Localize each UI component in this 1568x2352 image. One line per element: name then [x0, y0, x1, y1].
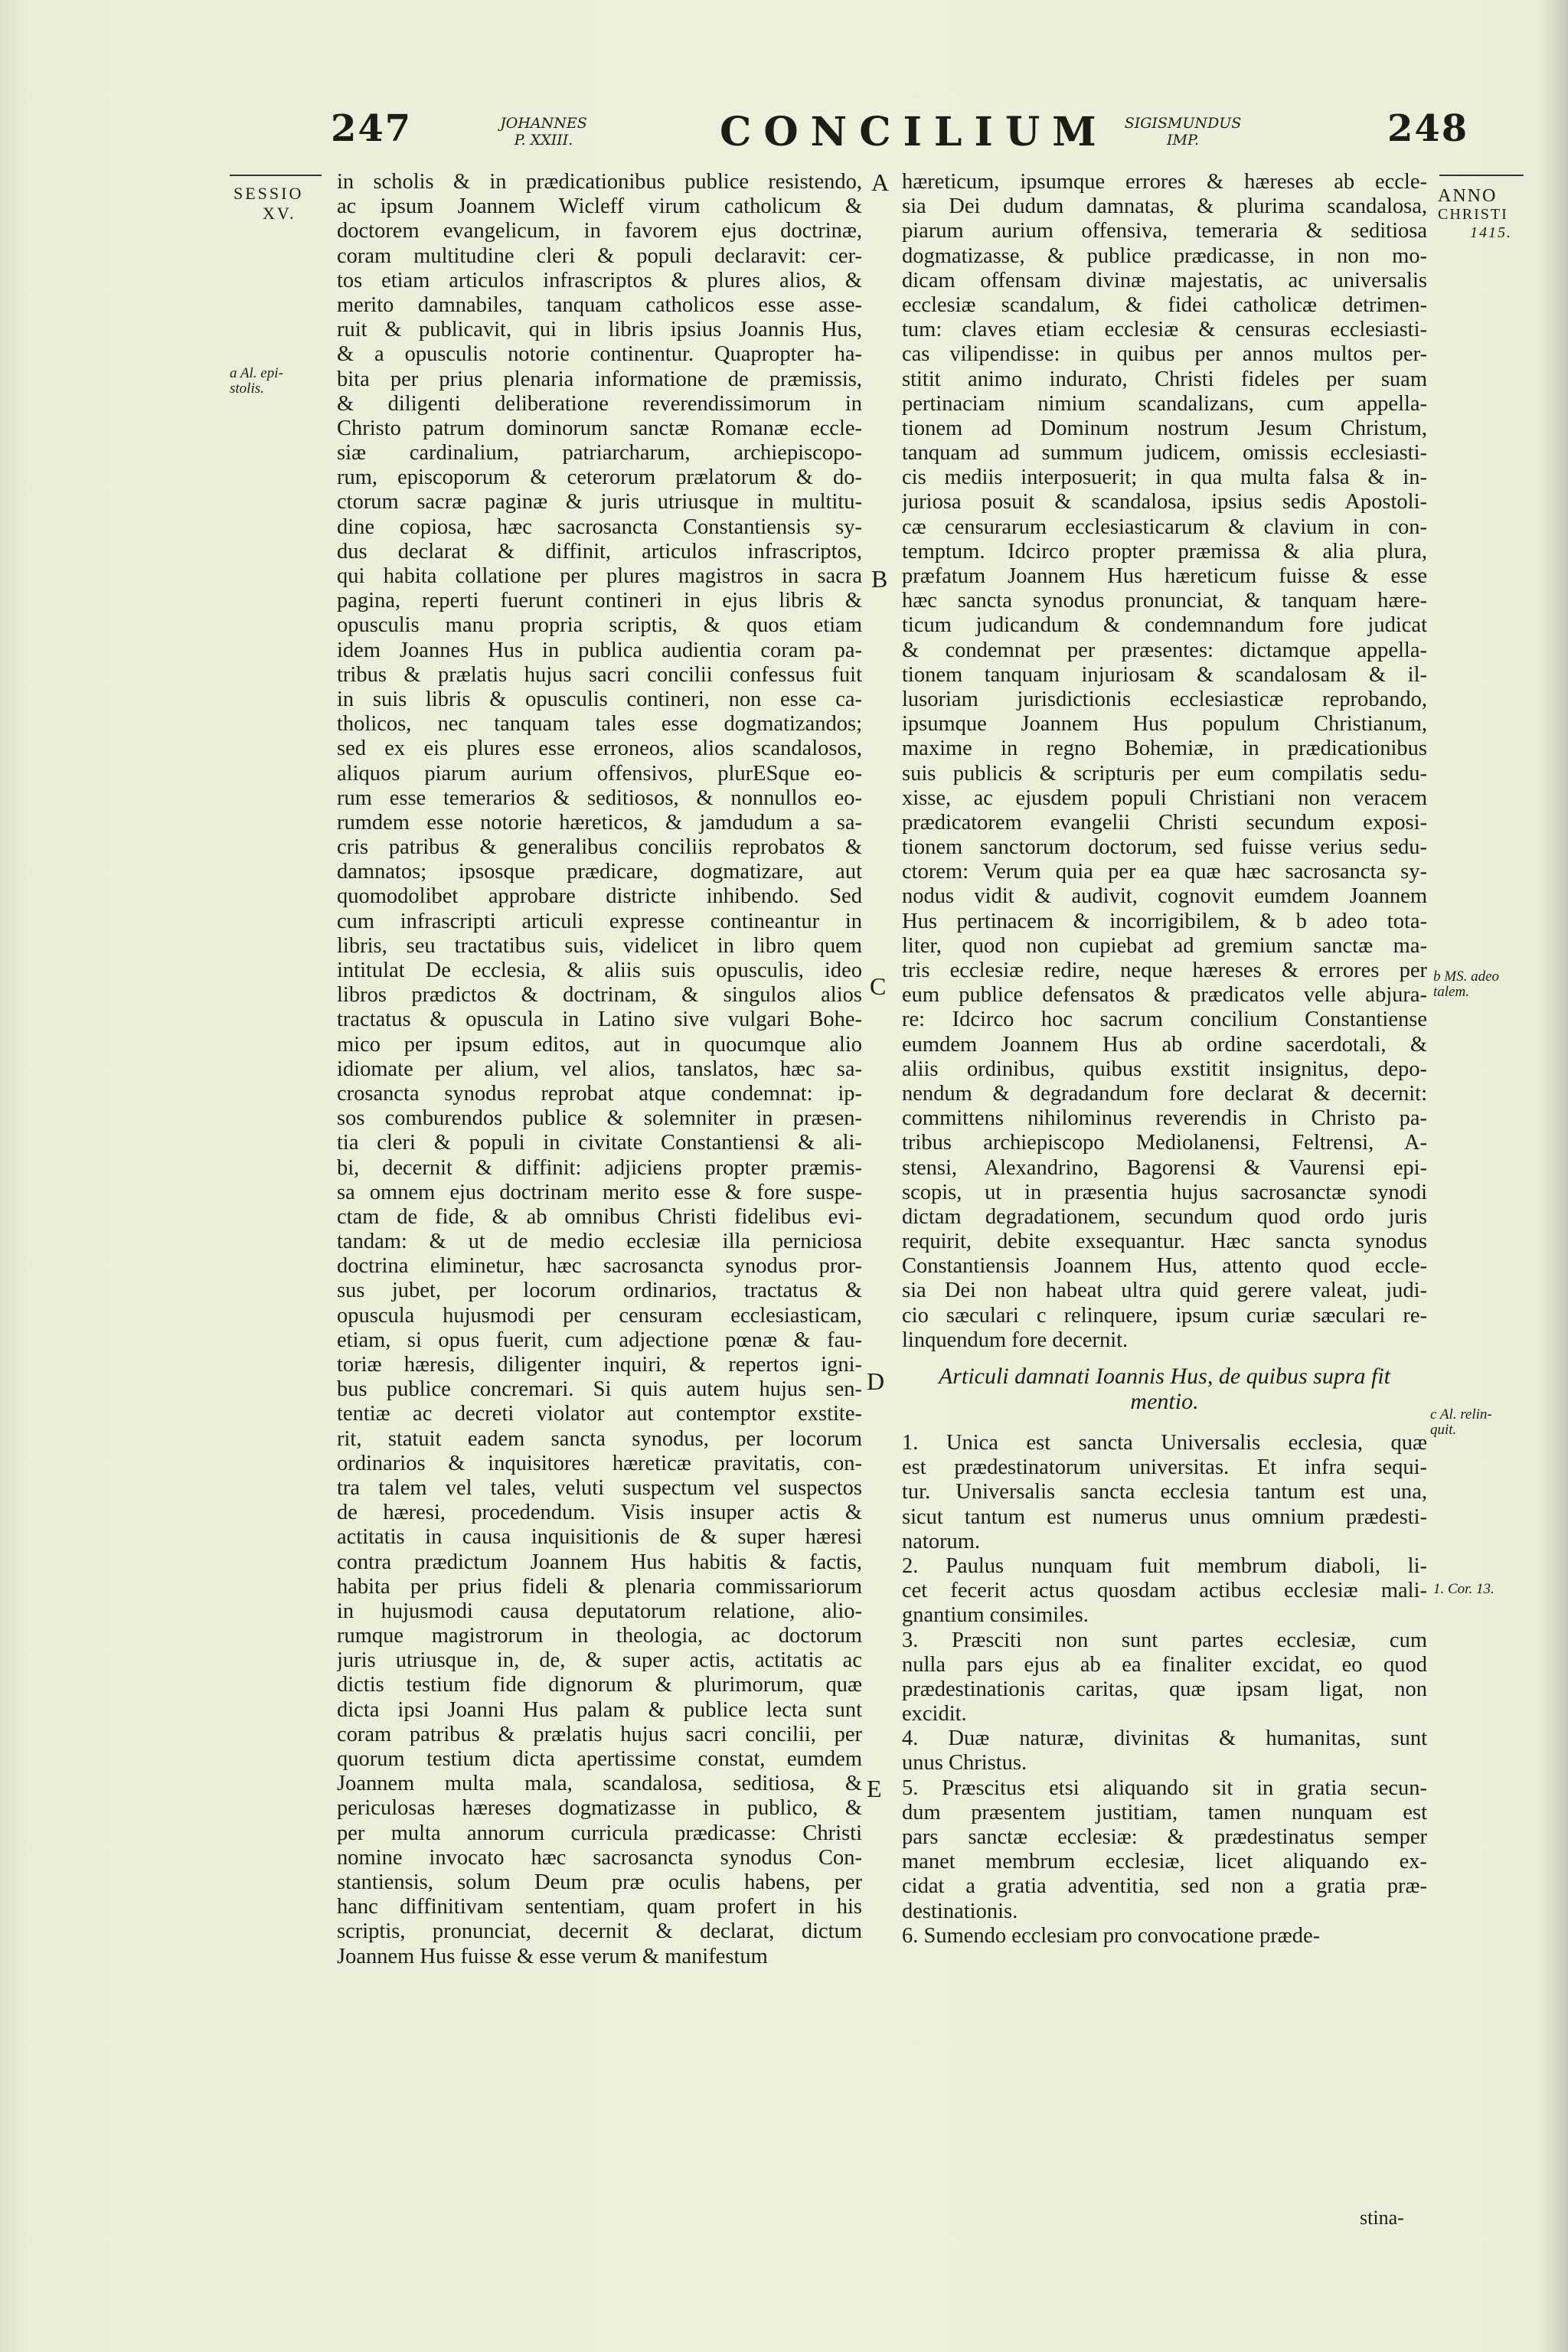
text-line: requirit, debite exsequantur. Hæc sancta synodus	[902, 1230, 1427, 1254]
text-line: tribus archiepiscopo Mediolanensi, Feltrensi, A-	[902, 1131, 1427, 1155]
article-line: 3. Præsciti non sunt partes ecclesiæ, cum	[902, 1628, 1427, 1652]
article-line: pars sanctæ ecclesiæ: & prædestinatus semper	[902, 1825, 1427, 1849]
text-line: siæ cardinalium, patriarcharum, archiepiscopo-	[337, 441, 862, 466]
article-line: 1. Unica est sancta Universalis ecclesia, quæ	[902, 1431, 1427, 1455]
year-label	[1438, 187, 1512, 242]
text-line: damnatos; ipsosque prædicare, dogmatizare, aut	[337, 860, 862, 884]
article-line: cet fecerit actus quosdam actibus ecclesiæ mali-	[902, 1579, 1427, 1603]
text-line: in suis libris & opusculis contineri, non esse ca-	[337, 687, 862, 711]
text-line: opuscula hujusmodi per censuram ecclesiasticam,	[337, 1303, 862, 1328]
text-line: idem Joannes Hus in publica audientia coram pa-	[337, 638, 862, 662]
text-line: in hujusmodi causa deputatorum relatione, alio-	[337, 1599, 862, 1623]
text-line: idiomate per alium, vel alios, tanslatos, hæc sa-	[337, 1057, 862, 1081]
text-line: rit, statuit eadem sancta synodus, per locorum	[337, 1426, 862, 1451]
catchword: stina-	[1360, 2207, 1404, 2229]
right-margin-rule	[1439, 175, 1524, 176]
text-line: dictam degradationem, secundum quod ordo juris	[902, 1204, 1427, 1229]
text-line: tanquam ad summum judicem, omissis ecclesiasti-	[902, 441, 1427, 466]
text-line: hæreticum, ipsumque errores & hæreses ab eccle-	[902, 170, 1427, 194]
text-line: & diligenti deliberatione reverendissimorum in	[337, 391, 862, 416]
article-line: excidit.	[902, 1702, 967, 1726]
anno-word: ANNO	[1438, 186, 1498, 206]
text-line: dogmatizasse, & publice prædicasse, in non mo-	[902, 243, 1427, 268]
text-line: tris ecclesiæ redire, neque hæreses & errores per	[902, 959, 1427, 982]
left-margin-rule	[230, 175, 322, 176]
text-line: sia Dei non habeat ultra quid gerere valeat, judi-	[902, 1279, 1427, 1303]
text-line: periculosas hæreses dogmatizasse in publico, &	[337, 1796, 862, 1821]
text-line: in scholis & in prædicationibus publice resistendo,	[337, 170, 862, 194]
right-page-number: 248	[1387, 107, 1469, 150]
text-line: tractatus & opuscula in Latino sive vulgari Bohe-	[337, 1008, 862, 1032]
section-letter-a: A	[871, 168, 890, 196]
margin-note-b-line2: talem.	[1433, 984, 1469, 1000]
margin-note-c-line1: c Al. relin-	[1430, 1406, 1492, 1423]
text-line: stitit animo indurato, Christi fideles per suam	[902, 367, 1427, 391]
section-letter-e: E	[867, 1775, 882, 1802]
text-line: temptum. Idcirco propter præmissa & alia plura,	[902, 539, 1427, 564]
text-line: stantiensis, solum Deum præ oculis habens, per	[337, 1870, 862, 1894]
page-gutter-shadow	[1539, 0, 1568, 2352]
text-line: rumque magistrorum in theologia, ac doctorum	[337, 1624, 862, 1648]
section-letter-c: C	[870, 972, 887, 1000]
text-line: dicam offensam divinæ majestatis, ac universalis	[902, 268, 1427, 292]
text-line: præfatum Joannem Hus hæreticum fuisse & esse	[902, 564, 1427, 588]
text-line: ruit & publicavit, qui in libris ipsius Joannis Hus,	[337, 318, 862, 342]
text-line: dictis testium fide dignorum & plurimorum, quæ	[337, 1673, 862, 1697]
margin-note-c-line2: quit.	[1430, 1422, 1457, 1438]
text-line: per multa annorum curricula prædicasse: Christi	[337, 1821, 862, 1845]
text-line: ctorum sacræ paginæ & juris utriusque in multitu-	[337, 490, 862, 514]
article-line: cidat a gratia adventitia, sed non a gratia præ-	[902, 1874, 1427, 1899]
session-label	[234, 184, 303, 224]
session-number: XV.	[263, 204, 296, 223]
article-line: unus Christus.	[902, 1751, 1027, 1775]
text-line: cum infrascripti articuli expresse contineantur in	[337, 909, 862, 933]
text-line: quomodolibet approbare districte inhibendo. Sed	[337, 884, 862, 909]
margin-note-b	[1433, 969, 1499, 1000]
text-line: mico per ipsum editos, aut in quocumque alio	[337, 1032, 862, 1057]
text-line: bus publice concremari. Si quis autem hujus sen-	[337, 1377, 862, 1402]
margin-note-ref: 1. Cor. 13.	[1433, 1581, 1494, 1597]
text-line: contra prædictum Joannem Hus habitis & factis,	[337, 1550, 862, 1574]
margin-note-b-line1: b MS. adeo	[1433, 969, 1500, 985]
text-line: etiam, si opus fuerit, cum adjectione pœnæ & fau-	[337, 1328, 862, 1352]
text-line: coram multitudine cleri & populi declaravit: cer-	[337, 243, 862, 268]
text-line: tos etiam articulos infrascriptos & plures alios, &	[337, 268, 862, 292]
text-line: re: Idcirco hoc sacrum concilium Constantiense	[902, 1008, 1427, 1032]
text-line: ctam de fide, & ab omnibus Christi fidelibus evi-	[337, 1204, 862, 1229]
article-line: natorum.	[902, 1529, 981, 1553]
text-line: cris patribus & generalibus conciliis reprobatos &	[337, 835, 862, 860]
text-line: tionem ad Dominum nostrum Jesum Christum,	[902, 416, 1427, 440]
running-emperor: SIGISMUNDUS	[1124, 115, 1242, 132]
text-line: Christo patrum dominorum sanctæ Romanæ eccle-	[337, 416, 862, 440]
text-line: Joannem multa mala, scandalosa, seditiosa, &	[337, 1772, 862, 1796]
text-line: tum: claves etiam ecclesiæ & censuras ecclesiasti-	[902, 318, 1427, 342]
text-line: Hus pertinacem & incorrigibilem, & b adeo tota-	[902, 909, 1427, 933]
text-line: nendum & degradandum fore declarat & decernit:	[902, 1081, 1427, 1106]
text-line: piarum aurium offensiva, temeraria & seditiosa	[902, 219, 1427, 243]
text-line: tionem tanquam injuriosam & scandalosam & il-	[902, 662, 1427, 687]
text-line: opusculis manu propria scriptis, & quos etiam	[337, 613, 862, 638]
christi-word: CHRISTI	[1438, 206, 1508, 223]
text-line: cio sæculari c relinquere, ipsum curiæ sæculari re-	[902, 1303, 1427, 1328]
article-line: nulla pars ejus ab ea finaliter excidat, eo quod	[902, 1652, 1427, 1677]
margin-note-a-line1: a Al. epi-	[230, 365, 283, 381]
article-line: 5. Præscitus etsi aliquando sit in gratia secun-	[902, 1775, 1427, 1800]
text-line: tia cleri & populi in civitate Constantiensi & ali-	[337, 1131, 862, 1155]
article-line: 4. Duæ naturæ, divinitas & humanitas, sunt	[902, 1726, 1427, 1751]
text-line: actitatis in causa inquisitionis de & super hæresi	[337, 1525, 862, 1550]
text-line: qui habita collatione per plures magistros in sacra	[337, 564, 862, 588]
text-line: linquendum fore decernit.	[902, 1328, 1129, 1352]
text-line: maxime in regno Bohemiæ, in prædicationibus	[902, 737, 1427, 761]
right-text-column	[902, 170, 1427, 1949]
text-line: sed ex eis plures esse erroneos, alios scandalosos,	[337, 737, 862, 761]
text-line: Joannem Hus fuisse & esse verum & manifestum	[337, 1944, 768, 1968]
text-line: & condemnat per præsentes: dictamque appella-	[902, 638, 1427, 662]
text-line: dine copiosa, hæc sacrosancta Constantiensis sy-	[337, 514, 862, 539]
text-line: bi, decernit & diffinit: adjiciens propter præmis-	[337, 1155, 862, 1180]
text-line: tionem sanctorum doctorum, sed fuisse verius sedu-	[902, 835, 1427, 860]
text-line: doctrina eliminetur, hæc sacrosancta synodus pror-	[337, 1254, 862, 1279]
text-line: scriptis, pronunciat, decernit & declarat, dictum	[337, 1919, 862, 1944]
running-pope: JOHANNES	[500, 115, 587, 132]
article-line: destinationis.	[902, 1899, 1018, 1923]
article-line: 6. Sumendo ecclesiam pro convocatione præde-	[902, 1923, 1321, 1948]
text-line: dicta ipsi Joanni Hus palam & publice lecta sunt	[337, 1697, 862, 1722]
text-line: ctorem: Verum quia per ea quæ hæc sacrosancta sy-	[902, 860, 1427, 884]
text-line: libros prædictos & doctrinam, & singulos alios	[337, 983, 862, 1008]
margin-note-a-line2: stolis.	[230, 381, 264, 397]
text-line: ipsumque Joannem Hus populum Christianum,	[902, 712, 1427, 737]
text-line: bita per prius plenaria informatione de præmissis,	[337, 367, 862, 391]
text-line: sus jubet, per locorum ordinarios, tractatus &	[337, 1279, 862, 1303]
text-line: xisse, ac ejusdem populi Christiani non veracem	[902, 786, 1427, 810]
text-line: sa omnem ejus doctrinam merito esse & fore suspe-	[337, 1180, 862, 1204]
text-line: tra talem vel tales, veluti suspectum vel suspectos	[337, 1475, 862, 1500]
right-running-head	[1118, 115, 1248, 149]
running-emperor-title: IMP.	[1167, 132, 1199, 149]
text-line: quorum testium dicta apertissime constat, eumdem	[337, 1747, 862, 1771]
text-line: ticum judicandum & condemnandum fore judicat	[902, 613, 1427, 638]
article-line: manet membrum ecclesiæ, licet aliquando ex-	[902, 1850, 1427, 1874]
text-line: & a opusculis notorie continentur. Quapropter ha-	[337, 342, 862, 367]
text-line: pertinaciam nimium scandalizans, cum appella-	[902, 391, 1427, 416]
article-line: sicut tantum est numerus unus omnium prædesti-	[902, 1504, 1427, 1529]
margin-note-a	[230, 366, 283, 397]
article-line: 2. Paulus nunquam fuit membrum diaboli, li-	[902, 1553, 1427, 1578]
text-line: intitulat De ecclesia, & aliis suis opusculis, ideo	[337, 959, 862, 982]
text-line: coram patribus & prælatis hujus sacri concilii, per	[337, 1722, 862, 1746]
text-line: nomine invocato hæc sacrosancta synodus Con-	[337, 1845, 862, 1870]
text-line: prædicatorem evangelii Christi secundum exposi-	[902, 810, 1427, 835]
article-line: gnantium consimiles.	[902, 1603, 1089, 1628]
text-line: ordinarios & inquisitores hæreticæ pravitatis, con-	[337, 1451, 862, 1475]
text-line: scopis, ut in præsentia hujus sacrosanctæ synodi	[902, 1180, 1427, 1204]
text-line: eum publice defensatos & prædicatos velle abjura-	[902, 983, 1427, 1008]
section-letter-d: D	[867, 1367, 885, 1395]
margin-note-c	[1430, 1407, 1492, 1438]
text-line: tentiæ ac decreti violator aut contemptor exstite-	[337, 1402, 862, 1426]
text-line: crosancta synodus reprobat atque condemnat: ip-	[337, 1081, 862, 1106]
text-line: libris, seu tractatibus suis, videlicet in libro quem	[337, 933, 862, 958]
text-line: rumdem esse notorie hæreticos, & jamdudum a sa-	[337, 810, 862, 835]
text-line: committens nihilominus reverendis in Christo pa-	[902, 1106, 1427, 1131]
text-line: aliis ordinibus, quibus exstitit insignitus, depo-	[902, 1057, 1427, 1081]
text-line: hæc sancta synodus pronunciat, & tanquam hære-	[902, 589, 1427, 613]
text-line: merito damnabiles, tanquam catholicos esse asse-	[337, 292, 862, 317]
text-line: juriosa posuit & scandalosa, ipsius sedis Apostoli-	[902, 490, 1427, 514]
text-line: rum, episcoporum & ceterorum prælatorum & do-	[337, 466, 862, 490]
text-line: rum esse temerarios & seditiosos, & nonnullos eo-	[337, 786, 862, 810]
text-line: stensi, Alexandrino, Bagorensi & Vaurensi epi-	[902, 1155, 1427, 1180]
article-line: est prædestinatorum universitas. Et infra sequi-	[902, 1455, 1427, 1480]
text-line: eumdem Joannem Hus ab ordine sacerdotali, &	[902, 1032, 1427, 1057]
text-line: tandam: & ut de medio ecclesiæ illa perniciosa	[337, 1230, 862, 1254]
text-line: de hæresi, procedendum. Visis insuper actis &	[337, 1501, 862, 1525]
text-line: hanc diffinitivam sententiam, quam profert in his	[337, 1895, 862, 1919]
text-line: liter, quod non cupiebat ad gremium sanctæ ma-	[902, 933, 1427, 958]
running-pope-number: P. XXIII.	[514, 132, 573, 149]
text-line: ac ipsum Joannem Wicleff virum catholicum &	[337, 194, 862, 219]
text-line: sos comburendos publice & solemniter in præsen-	[337, 1106, 862, 1131]
left-text-column	[337, 170, 862, 1969]
text-line: ecclesiæ scandalum, & fidei catholicæ detrimen-	[902, 292, 1427, 317]
text-line: suis publicis & scripturis per eum compilatis sedu-	[902, 761, 1427, 786]
article-line: prædestinationis caritas, quæ ipsam ligat, non	[902, 1677, 1427, 1701]
article-line: dum præsentem justitiam, tamen nunquam est	[902, 1800, 1427, 1824]
text-line: cas vilipendisse: in quibus per annos multos per-	[902, 342, 1427, 367]
articles-heading: Articuli damnati Ioannis Hus, de quibus supra fit mentio.	[938, 1364, 1390, 1414]
text-line: habita per prius fideli & plenaria commissariorum	[337, 1574, 862, 1599]
text-line: aliquos piarum aurium offensivos, plurESque eo-	[337, 761, 862, 786]
year-number: 1415.	[1470, 224, 1512, 241]
text-line: toriæ hæresis, diligenter inquiri, & repertos igni-	[337, 1353, 862, 1377]
section-letter-b: B	[871, 565, 888, 593]
left-page-number: 247	[331, 107, 413, 150]
article-line: tur. Universalis sancta ecclesia tantum est una,	[902, 1480, 1427, 1504]
text-line: tribus & prælatis hujus sacri concilii confessus fuit	[337, 662, 862, 687]
page-title: CONCILIUM	[720, 109, 1109, 155]
text-line: juris utriusque in, de, & super actis, actitatis ac	[337, 1648, 862, 1673]
text-line: sia Dei dudum damnatas, & plurima scandalosa,	[902, 194, 1427, 219]
text-line: nodus vidit & audivit, cognovit eumdem Joannem	[902, 884, 1427, 909]
text-line: dus declarat & diffinit, articulos infrascriptos,	[337, 539, 862, 564]
text-line: cis mediis interposuerit; in qua multa falsa & in-	[902, 466, 1427, 490]
session-word: SESSIO	[234, 184, 304, 203]
text-line: Constantiensis Joannem Hus, attento quod eccle-	[902, 1254, 1427, 1279]
text-line: cæ censurarum ecclesiasticarum & clavium in con-	[902, 514, 1427, 539]
text-line: tholicos, nec tanquam tales esse dogmatizandos;	[337, 712, 862, 737]
text-line: doctorem evangelicum, in favorem ejus doctrinæ,	[337, 219, 862, 243]
text-line: lusoriam jurisdictionis ecclesiasticæ reprobando,	[902, 687, 1427, 711]
left-running-head	[498, 115, 590, 149]
text-line: pagina, reperti fuerunt contineri in ejus libris &	[337, 589, 862, 613]
